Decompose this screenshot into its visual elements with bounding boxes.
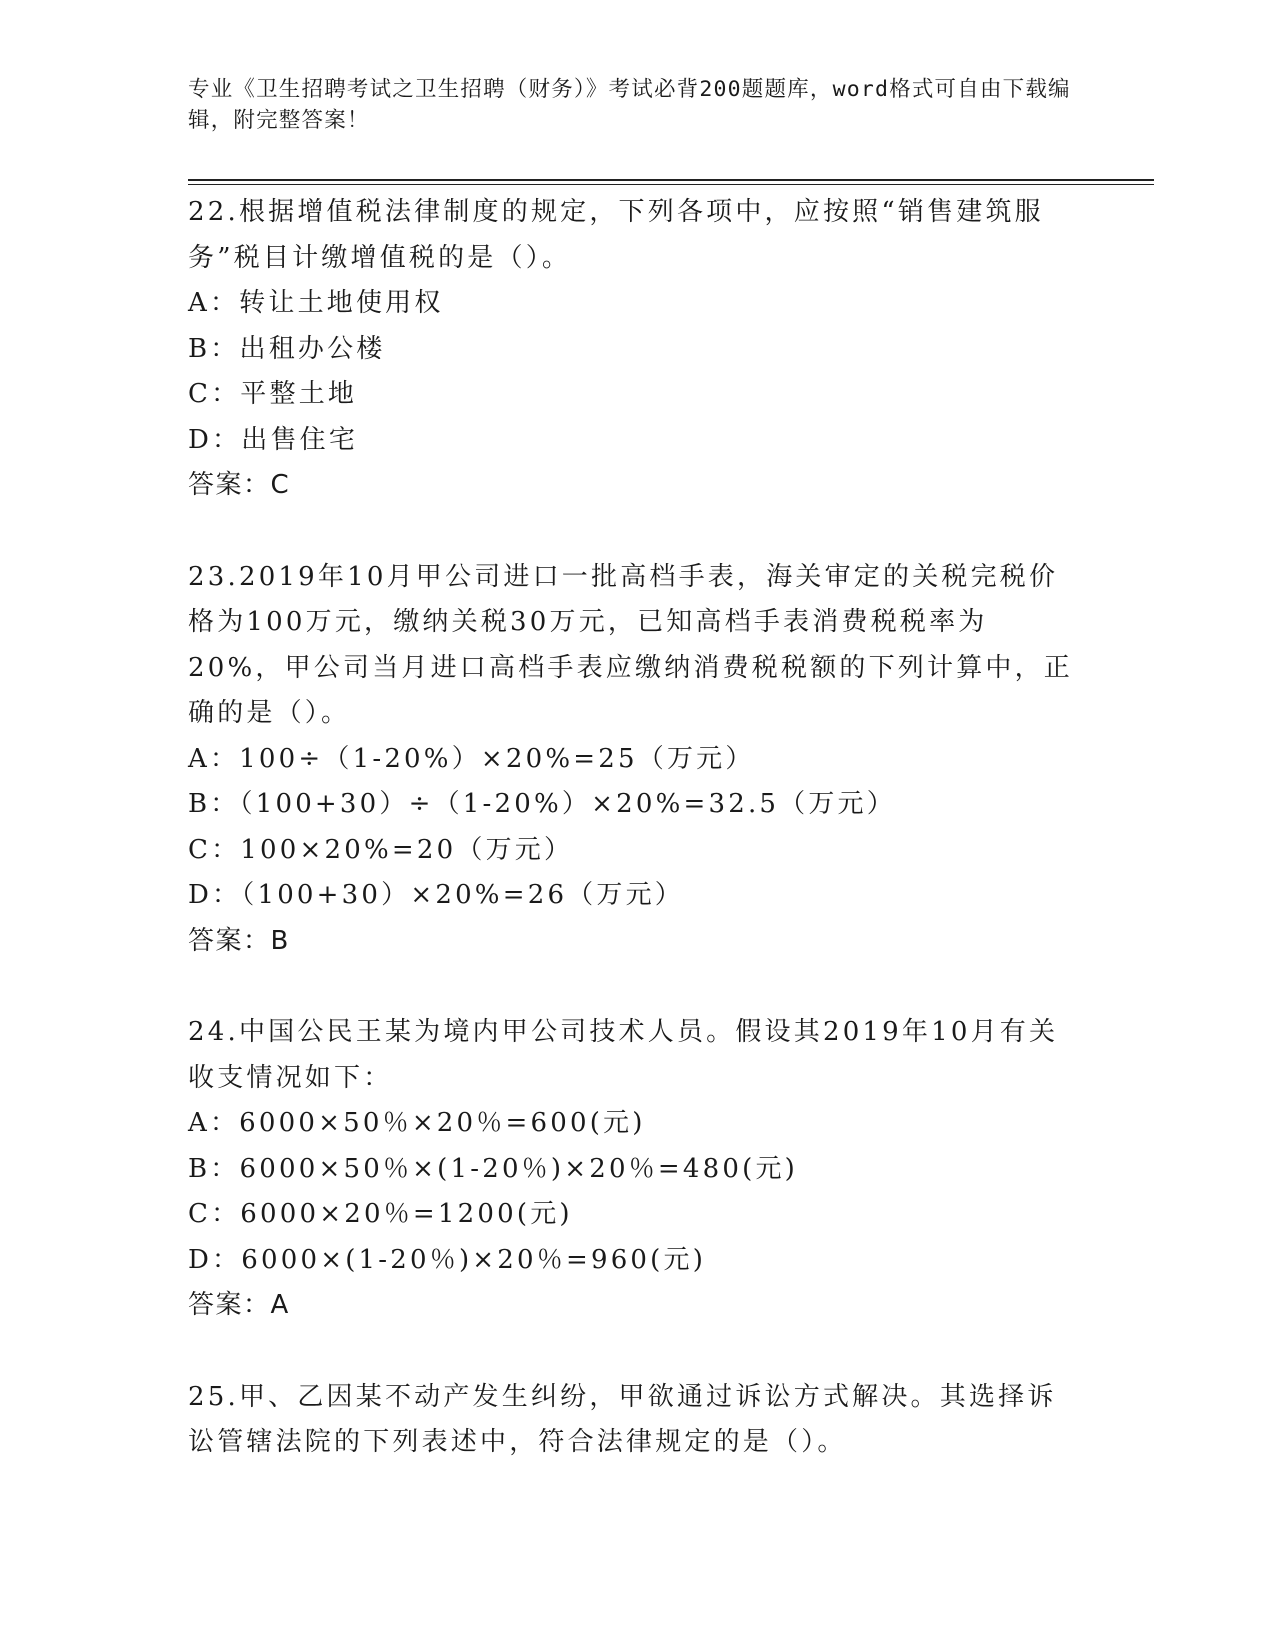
- answer-line: 答案：C: [188, 470, 291, 500]
- option-a: A：6000×50％×20％=600(元): [188, 1108, 646, 1138]
- question-stem: 24.中国公民王某为境内甲公司技术人员。假设其2019年10月有关收支情况如下：: [188, 1017, 1059, 1093]
- question-stem: 22.根据增值税法律制度的规定，下列各项中，应按照“销售建筑服务”税目计缴增值税的是（）。: [188, 197, 1044, 273]
- option-d: D：（100+30）×20%=26（万元）: [188, 880, 684, 910]
- header-divider: [188, 179, 1154, 181]
- option-a: A：转让土地使用权: [188, 288, 444, 318]
- question-list: [188, 190, 1078, 1512]
- question-22: [188, 190, 1078, 509]
- option-b: B：出租办公楼: [188, 333, 386, 364]
- option-b: B：（100+30）÷（1-20%）×20%=32.5（万元）: [188, 789, 896, 819]
- option-d: D：出售住宅: [188, 424, 359, 455]
- option-c: C：100×20%=20（万元）: [188, 834, 574, 865]
- option-c: C：6000×20％=1200(元): [188, 1199, 573, 1229]
- question-24: [188, 1010, 1078, 1329]
- option-a: A：100÷（1-20%）×20%=25（万元）: [188, 743, 755, 774]
- option-d: D：6000×(1-20％)×20％=960(元): [188, 1244, 707, 1275]
- question-23: [188, 555, 1078, 965]
- document-header: 专业《卫生招聘考试之卫生招聘（财务）》考试必背200题题库，word格式可自由下载编辑，附完整答案！: [188, 77, 1071, 133]
- question-stem: 25.甲、乙因某不动产发生纠纷，甲欲通过诉讼方式解决。其选择诉讼管辖法院的下列表述中，符合法律规定的是（）。: [188, 1381, 1057, 1457]
- answer-line: 答案：A: [188, 1290, 290, 1320]
- question-stem: 23.2019年10月甲公司进口一批高档手表，海关审定的关税完税价格为100万元，缴纳关税30万元，已知高档手表消费税税率为20%，甲公司当月进口高档手表应缴纳消费税税额的下列计算中，正确的是（）。: [188, 561, 1073, 728]
- option-b: B：6000×50％×(1-20％)×20％=480(元): [188, 1153, 798, 1184]
- answer-line: 答案：B: [188, 925, 290, 956]
- header-divider-thin: [188, 184, 1154, 185]
- question-25: [188, 1375, 1078, 1466]
- option-c: C：平整土地: [188, 379, 358, 409]
